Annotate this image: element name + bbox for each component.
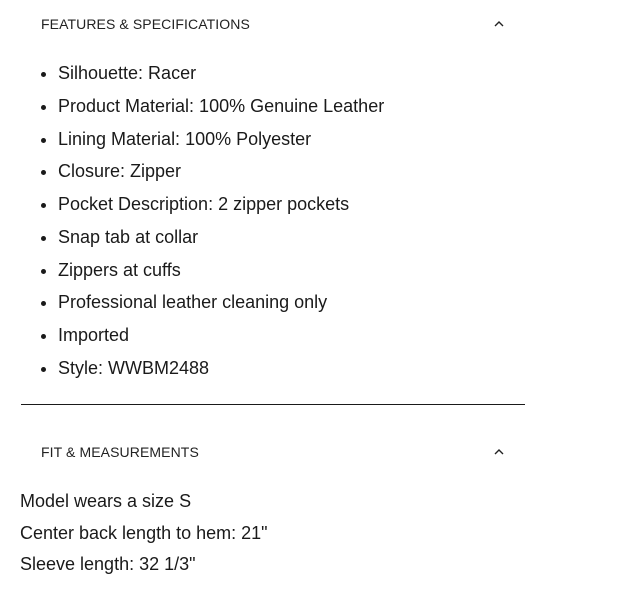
fit-title: FIT & MEASUREMENTS: [41, 444, 199, 460]
fit-accordion-header[interactable]: [21, 440, 525, 464]
features-accordion-header[interactable]: [21, 12, 525, 36]
section-divider: [21, 404, 525, 405]
fit-line-model-size: Model wears a size S: [20, 491, 192, 511]
features-list: [20, 57, 384, 385]
list-item: • Pocket Description: 2 zipper pockets: [58, 188, 384, 221]
list-item: • Style: WWBM2488: [58, 352, 384, 385]
features-title: FEATURES & SPECIFICATIONS: [41, 16, 250, 32]
list-item: • Silhouette: Racer: [58, 57, 384, 90]
list-item: • Product Material: 100% Genuine Leather: [58, 90, 384, 123]
list-item: • Closure: Zipper: [58, 155, 384, 188]
list-item: • Professional leather cleaning only: [58, 286, 384, 319]
list-item: • Zippers at cuffs: [58, 254, 384, 287]
fit-details: [20, 486, 268, 581]
list-item: • Snap tab at collar: [58, 221, 384, 254]
fit-section: [21, 440, 525, 464]
list-item: • Lining Material: 100% Polyester: [58, 123, 384, 156]
chevron-up-icon[interactable]: [493, 18, 505, 30]
features-section: [21, 12, 525, 36]
fit-line-sleeve-length: Sleeve length: 32 1/3": [20, 554, 196, 574]
list-item: • Imported: [58, 319, 384, 352]
fit-line-back-length: Center back length to hem: 21": [20, 522, 268, 543]
chevron-up-icon[interactable]: [493, 446, 505, 458]
